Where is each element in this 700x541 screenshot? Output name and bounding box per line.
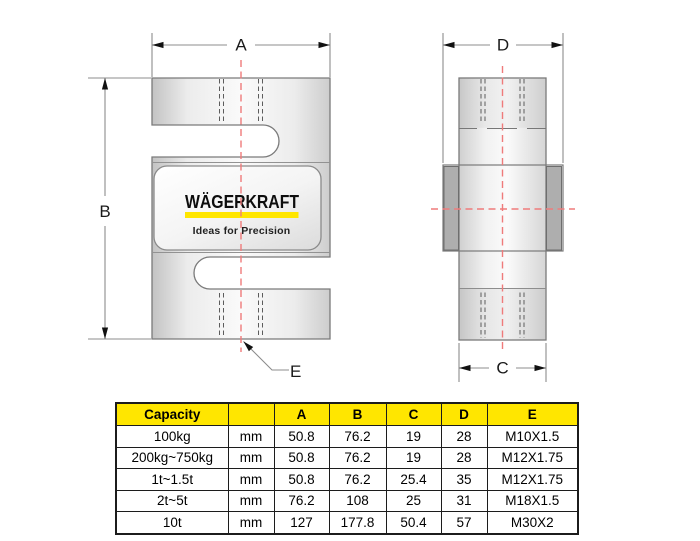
cell-a: 50.8 [274, 469, 329, 491]
cell-d: 57 [441, 512, 487, 534]
dimension-E-label: E [290, 362, 302, 381]
table-row [116, 426, 578, 448]
table-row [116, 490, 578, 512]
cell-capacity: 10t [116, 512, 228, 534]
brand-tagline: Ideas for Precision [192, 225, 291, 237]
dimension-E [244, 342, 302, 382]
cell-e: M18X1.5 [487, 490, 578, 512]
cell-unit: mm [228, 490, 274, 512]
cell-d: 31 [441, 490, 487, 512]
cell-c: 50.4 [386, 512, 441, 534]
arrow-right-icon [535, 365, 547, 371]
table-header-row [116, 403, 578, 426]
cell-unit: mm [228, 469, 274, 491]
header-D: D [441, 403, 487, 426]
arrow-up-icon [102, 78, 108, 90]
arrow-left-icon [152, 42, 164, 48]
cell-b: 76.2 [329, 447, 386, 469]
arrow-left-icon [459, 365, 471, 371]
dimension-B-label: B [99, 202, 111, 221]
cell-c: 19 [386, 447, 441, 469]
arrow-down-icon [102, 328, 108, 340]
cell-b: 177.8 [329, 512, 386, 534]
dimension-A [152, 33, 330, 77]
cell-unit: mm [228, 447, 274, 469]
cell-a: 50.8 [274, 447, 329, 469]
front-view [88, 33, 330, 381]
dimension-C-label: C [496, 358, 509, 378]
cell-d: 28 [441, 447, 487, 469]
cell-a: 76.2 [274, 490, 329, 512]
header-capacity: Capacity [116, 403, 228, 426]
arrow-right-icon [319, 42, 331, 48]
table-row [116, 469, 578, 491]
cell-c: 25.4 [386, 469, 441, 491]
cell-unit: mm [228, 426, 274, 448]
spec-table [115, 402, 579, 535]
cell-e: M12X1.75 [487, 469, 578, 491]
side-view [431, 33, 575, 382]
cell-b: 76.2 [329, 469, 386, 491]
brand-underline-bar [185, 212, 299, 218]
cell-e: M12X1.75 [487, 447, 578, 469]
cell-d: 28 [441, 426, 487, 448]
cell-b: 76.2 [329, 426, 386, 448]
arrow-right-icon [552, 42, 564, 48]
right-side-tab [547, 167, 562, 251]
dimension-B [88, 78, 151, 339]
table-row [116, 512, 578, 534]
header-C: C [386, 403, 441, 426]
cell-capacity: 100kg [116, 426, 228, 448]
cell-e: M30X2 [487, 512, 578, 534]
cell-capacity: 1t~1.5t [116, 469, 228, 491]
cell-b: 108 [329, 490, 386, 512]
cell-unit: mm [228, 512, 274, 534]
header-A: A [274, 403, 329, 426]
cell-a: 50.8 [274, 426, 329, 448]
brand-logo-text: WÄGERKRAFT [185, 191, 300, 212]
dimension-D-label: D [496, 35, 510, 55]
dimension-A-label: A [235, 35, 247, 55]
cell-capacity: 2t~5t [116, 490, 228, 512]
header-unit [228, 403, 274, 426]
header-B: B [329, 403, 386, 426]
cell-capacity: 200kg~750kg [116, 447, 228, 469]
cell-d: 35 [441, 469, 487, 491]
cell-e: M10X1.5 [487, 426, 578, 448]
cell-a: 127 [274, 512, 329, 534]
cell-c: 25 [386, 490, 441, 512]
cell-c: 19 [386, 426, 441, 448]
arrow-left-icon [443, 42, 455, 48]
left-side-tab [444, 167, 459, 251]
table-row [116, 447, 578, 469]
header-E: E [487, 403, 578, 426]
